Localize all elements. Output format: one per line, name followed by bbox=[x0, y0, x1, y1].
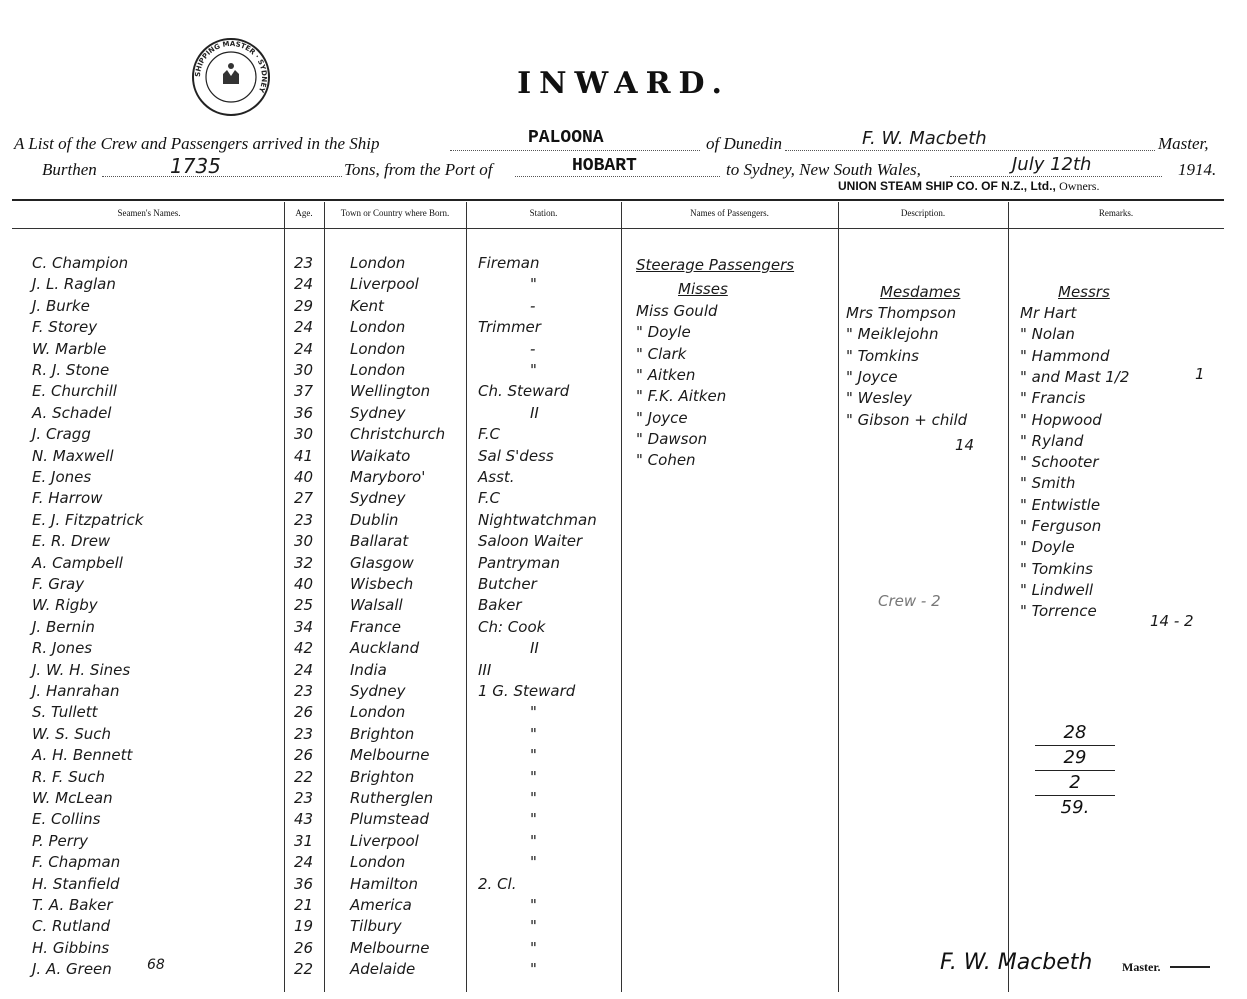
crew-station: F.C bbox=[478, 489, 500, 507]
description-name: " Joyce bbox=[846, 368, 898, 386]
description-name: " Meiklejohn bbox=[846, 325, 939, 343]
crew-birthplace: London bbox=[350, 340, 406, 358]
port-name: HOBART bbox=[572, 156, 637, 176]
crew-station: Ch: Cook bbox=[478, 618, 546, 636]
crew-station: " bbox=[530, 789, 537, 807]
ship-name: PALOONA bbox=[528, 128, 604, 148]
passenger-name: " Cohen bbox=[636, 451, 696, 469]
crew-name: W. S. Such bbox=[32, 725, 111, 743]
tons-label: Tons, from the Port of bbox=[344, 160, 493, 179]
crew-name: E. R. Drew bbox=[32, 532, 111, 550]
crew-station: " bbox=[530, 275, 537, 293]
crew-birthplace: Wisbech bbox=[350, 575, 414, 593]
crew-birthplace: London bbox=[350, 318, 406, 336]
crew-age: 24 bbox=[294, 853, 314, 871]
list-heading: A List of the Crew and Passengers arrived in the Ship bbox=[14, 134, 380, 153]
crew-station: II bbox=[530, 404, 539, 422]
crew-age: 30 bbox=[294, 425, 314, 443]
burthen-dots bbox=[102, 176, 342, 177]
crew-name: C. Rutland bbox=[32, 917, 111, 935]
passenger-name: " Aitken bbox=[636, 366, 696, 384]
crew-birthplace: Tilbury bbox=[350, 917, 402, 935]
crew-birthplace: Rutherglen bbox=[350, 789, 434, 807]
description-name: Mrs Thompson bbox=[846, 304, 957, 322]
column-divider bbox=[1008, 202, 1009, 992]
crew-age: 23 bbox=[294, 254, 314, 272]
passenger-name: " F.K. Aitken bbox=[636, 387, 727, 405]
crew-station: Asst. bbox=[478, 468, 515, 486]
crew-name: H. Gibbins bbox=[32, 939, 110, 957]
crew-age: 23 bbox=[294, 682, 314, 700]
remarks-name: " Doyle bbox=[1020, 538, 1075, 556]
crew-birthplace: France bbox=[350, 618, 401, 636]
column-header-remarks: Remarks. bbox=[1098, 208, 1134, 218]
crew-station: " bbox=[530, 725, 537, 743]
crew-name: J. Bernin bbox=[32, 618, 95, 636]
to-label: to Sydney, New South Wales, bbox=[726, 160, 921, 179]
column-header-seamen: Seamen's Names. bbox=[117, 208, 181, 218]
crew-birthplace: Auckland bbox=[350, 639, 420, 657]
crew-birthplace: Sydney bbox=[350, 404, 406, 422]
column-divider bbox=[621, 202, 622, 992]
crew-age: 31 bbox=[294, 832, 314, 850]
crew-name: J. Cragg bbox=[32, 425, 91, 443]
crew-name: F. Storey bbox=[32, 318, 98, 336]
crew-birthplace: London bbox=[350, 254, 406, 272]
crew-station: 2. Cl. bbox=[478, 875, 517, 893]
crew-age: 37 bbox=[294, 382, 314, 400]
crew-birthplace: Kent bbox=[350, 297, 384, 315]
table-header-rule bbox=[12, 228, 1224, 229]
crew-station: " bbox=[530, 939, 537, 957]
crew-age: 24 bbox=[294, 275, 314, 293]
crew-age: 34 bbox=[294, 618, 314, 636]
remarks-name: " Schooter bbox=[1020, 453, 1099, 471]
crew-age: 30 bbox=[294, 361, 314, 379]
description-name: " Tomkins bbox=[846, 347, 919, 365]
crew-name: J. A. Green bbox=[32, 960, 112, 978]
crew-age: 29 bbox=[294, 297, 314, 315]
port-dots bbox=[515, 176, 720, 177]
tally-sum bbox=[1035, 722, 1115, 819]
crew-birthplace: India bbox=[350, 661, 387, 679]
crew-name: A. Campbell bbox=[32, 554, 123, 572]
burthen-label: Burthen bbox=[42, 160, 97, 179]
crew-station: " bbox=[530, 746, 537, 764]
remarks-name: " and Mast 1/2 bbox=[1020, 368, 1130, 386]
master-sign-label: Master. bbox=[1122, 960, 1161, 974]
crew-station: Pantryman bbox=[478, 554, 560, 572]
crew-birthplace: Brighton bbox=[350, 768, 415, 786]
crew-name: S. Tullett bbox=[32, 703, 98, 721]
ship-dots bbox=[450, 150, 700, 151]
date-dots bbox=[950, 176, 1162, 177]
crew-name: R. F. Such bbox=[32, 768, 105, 786]
master-dots bbox=[785, 150, 1155, 151]
crew-station: Saloon Waiter bbox=[478, 532, 583, 550]
remarks-name: " Smith bbox=[1020, 474, 1076, 492]
remarks-heading: Messrs bbox=[1058, 283, 1110, 301]
crew-name: T. A. Baker bbox=[32, 896, 113, 914]
crew-birthplace: Hamilton bbox=[350, 875, 418, 893]
crew-age: 26 bbox=[294, 746, 314, 764]
crew-age: 36 bbox=[294, 875, 314, 893]
crew-station: - bbox=[530, 340, 536, 358]
crew-birthplace: Melbourne bbox=[350, 939, 430, 957]
description-name: " Gibson + child bbox=[846, 411, 968, 429]
tally-rule bbox=[1035, 745, 1115, 746]
crew-age: 26 bbox=[294, 939, 314, 957]
crew-station: 1 G. Steward bbox=[478, 682, 576, 700]
crew-station: " bbox=[530, 896, 537, 914]
crew-age: 24 bbox=[294, 340, 314, 358]
owners-label: Owners. bbox=[1059, 179, 1100, 193]
crew-age: 26 bbox=[294, 703, 314, 721]
column-divider bbox=[466, 202, 467, 992]
column-header-born: Town or Country where Born. bbox=[340, 208, 450, 218]
crew-birthplace: Christchurch bbox=[350, 425, 446, 443]
crew-name: F. Gray bbox=[32, 575, 85, 593]
crew-birthplace: Glasgow bbox=[350, 554, 414, 572]
remarks-name: " Entwistle bbox=[1020, 496, 1101, 514]
remarks-name: " Ferguson bbox=[1020, 517, 1102, 535]
crew-name: J. W. H. Sines bbox=[32, 661, 131, 679]
tally-rule bbox=[1035, 795, 1115, 796]
crew-station: F.C bbox=[478, 425, 500, 443]
crew-station: " bbox=[530, 960, 537, 978]
crew-age: 32 bbox=[294, 554, 314, 572]
owners-name: UNION STEAM SHIP CO. OF N.Z., Ltd., bbox=[838, 179, 1056, 193]
crew-birthplace: Waikato bbox=[350, 447, 411, 465]
crew-station: Butcher bbox=[478, 575, 537, 593]
crew-age: 40 bbox=[294, 575, 314, 593]
crew-station: II bbox=[530, 639, 539, 657]
remarks-name: " Hopwood bbox=[1020, 411, 1102, 429]
crew-name: C. Champion bbox=[32, 254, 129, 272]
crew-age: 25 bbox=[294, 596, 314, 614]
crew-age: 30 bbox=[294, 532, 314, 550]
of-label: of Dunedin bbox=[706, 134, 783, 153]
crew-birthplace: Wellington bbox=[350, 382, 431, 400]
passenger-name: " Joyce bbox=[636, 409, 688, 427]
crew-age: 22 bbox=[294, 768, 314, 786]
crew-name: P. Perry bbox=[32, 832, 89, 850]
crew-total-note: 68 bbox=[147, 957, 165, 973]
crew-age: 24 bbox=[294, 318, 314, 336]
crew-station: Ch. Steward bbox=[478, 382, 570, 400]
crew-age: 19 bbox=[294, 917, 314, 935]
crew-age: 42 bbox=[294, 639, 314, 657]
crew-age: 36 bbox=[294, 404, 314, 422]
crew-name: W. McLean bbox=[32, 789, 113, 807]
remarks-count: 14 - 2 bbox=[1150, 612, 1194, 630]
description-count: 14 bbox=[955, 436, 975, 454]
crew-station: " bbox=[530, 810, 537, 828]
crew-name: W. Marble bbox=[32, 340, 107, 358]
remarks-name: " Tomkins bbox=[1020, 560, 1093, 578]
crew-birthplace: Ballarat bbox=[350, 532, 409, 550]
crew-station: " bbox=[530, 703, 537, 721]
crew-name: J. Hanrahan bbox=[32, 682, 120, 700]
passenger-name: Miss Gould bbox=[636, 302, 718, 320]
crew-station: III bbox=[478, 661, 492, 679]
passenger-name: " Doyle bbox=[636, 323, 691, 341]
column-header-station: Station. bbox=[529, 208, 558, 218]
crew-age: 43 bbox=[294, 810, 314, 828]
table-top-rule bbox=[12, 199, 1224, 201]
crew-name: E. Collins bbox=[32, 810, 101, 828]
arrival-year: 1914. bbox=[1178, 160, 1217, 179]
remarks-name: " Hammond bbox=[1020, 347, 1110, 365]
crew-age: 41 bbox=[294, 447, 314, 465]
stamp-text: SHIPPING MASTER · SYDNEY bbox=[193, 39, 269, 94]
crew-name: A. H. Bennett bbox=[32, 746, 133, 764]
remarks-name: " Lindwell bbox=[1020, 581, 1094, 599]
description-heading: Mesdames bbox=[880, 283, 961, 301]
remarks-side-note: 1 bbox=[1195, 365, 1205, 383]
crew-station: - bbox=[530, 297, 536, 315]
crew-station: Nightwatchman bbox=[478, 511, 597, 529]
crew-station: " bbox=[530, 832, 537, 850]
passenger-name: " Clark bbox=[636, 345, 687, 363]
column-header-age: Age. bbox=[295, 208, 313, 218]
crew-name: J. Burke bbox=[32, 297, 90, 315]
crew-birthplace: London bbox=[350, 703, 406, 721]
crew-name: W. Rigby bbox=[32, 596, 98, 614]
crew-birthplace: Plumstead bbox=[350, 810, 429, 828]
master-signature: F. W. Macbeth bbox=[940, 950, 1093, 975]
crew-birthplace: London bbox=[350, 853, 406, 871]
passengers-subheading: Misses bbox=[678, 280, 728, 298]
crew-name: F. Chapman bbox=[32, 853, 121, 871]
tons-value: 1735 bbox=[170, 154, 221, 178]
owners-line bbox=[838, 179, 1099, 194]
tally-value: 28 bbox=[1063, 722, 1087, 743]
crew-birthplace: Maryboro' bbox=[350, 468, 426, 486]
crew-birthplace: Sydney bbox=[350, 489, 406, 507]
crew-birthplace: Walsall bbox=[350, 596, 403, 614]
crew-birthplace: Brighton bbox=[350, 725, 415, 743]
arrival-date: July 12th bbox=[1012, 154, 1092, 175]
crew-age: 27 bbox=[294, 489, 314, 507]
column-header-passengers: Names of Passengers. bbox=[690, 208, 769, 218]
remarks-name: " Torrence bbox=[1020, 602, 1097, 620]
master-label: Master, bbox=[1158, 134, 1209, 153]
remarks-name: " Francis bbox=[1020, 389, 1086, 407]
crew-name: F. Harrow bbox=[32, 489, 103, 507]
crew-age: 24 bbox=[294, 661, 314, 679]
passengers-heading: Steerage Passengers bbox=[636, 256, 795, 274]
crew-station: " bbox=[530, 853, 537, 871]
crew-birthplace: London bbox=[350, 361, 406, 379]
crew-station: " bbox=[530, 361, 537, 379]
crew-age: 23 bbox=[294, 789, 314, 807]
crew-name: E. J. Fitzpatrick bbox=[32, 511, 144, 529]
master-sign-rule bbox=[1170, 966, 1210, 968]
column-divider bbox=[284, 202, 285, 992]
crew-birthplace: Dublin bbox=[350, 511, 399, 529]
crew-name: R. J. Stone bbox=[32, 361, 110, 379]
tally-value: 2 bbox=[1069, 772, 1081, 793]
remarks-name: " Ryland bbox=[1020, 432, 1084, 450]
crew-name: J. L. Raglan bbox=[32, 275, 116, 293]
crew-station: " bbox=[530, 768, 537, 786]
description-note: Crew - 2 bbox=[878, 592, 941, 610]
crew-birthplace: Sydney bbox=[350, 682, 406, 700]
crew-age: 40 bbox=[294, 468, 314, 486]
crew-name: E. Jones bbox=[32, 468, 92, 486]
page-title: INWARD. bbox=[517, 66, 730, 101]
crew-station: " bbox=[530, 917, 537, 935]
crew-age: 22 bbox=[294, 960, 314, 978]
column-header-description: Description. bbox=[900, 208, 946, 218]
description-name: " Wesley bbox=[846, 389, 912, 407]
passenger-name: " Dawson bbox=[636, 430, 708, 448]
crew-birthplace: Liverpool bbox=[350, 832, 419, 850]
crew-name: E. Churchill bbox=[32, 382, 117, 400]
crew-birthplace: Liverpool bbox=[350, 275, 419, 293]
crew-name: N. Maxwell bbox=[32, 447, 114, 465]
remarks-name: Mr Hart bbox=[1020, 304, 1077, 322]
crew-name: R. Jones bbox=[32, 639, 93, 657]
tally-rule bbox=[1035, 770, 1115, 771]
master-name: F. W. Macbeth bbox=[862, 128, 987, 149]
remarks-name: " Nolan bbox=[1020, 325, 1075, 343]
crew-name: H. Stanfield bbox=[32, 875, 120, 893]
tally-value: 29 bbox=[1063, 747, 1087, 768]
column-divider bbox=[838, 202, 839, 992]
crew-age: 23 bbox=[294, 511, 314, 529]
column-divider bbox=[324, 202, 325, 992]
crew-birthplace: Melbourne bbox=[350, 746, 430, 764]
tally-total: 59. bbox=[1060, 797, 1090, 818]
crew-age: 23 bbox=[294, 725, 314, 743]
crew-age: 21 bbox=[294, 896, 314, 914]
crew-station: Baker bbox=[478, 596, 522, 614]
crew-station: Trimmer bbox=[478, 318, 541, 336]
crew-name: A. Schadel bbox=[32, 404, 112, 422]
crew-birthplace: America bbox=[350, 896, 412, 914]
crew-station: Sal S'dess bbox=[478, 447, 554, 465]
crew-station: Fireman bbox=[478, 254, 540, 272]
crew-birthplace: Adelaide bbox=[350, 960, 416, 978]
